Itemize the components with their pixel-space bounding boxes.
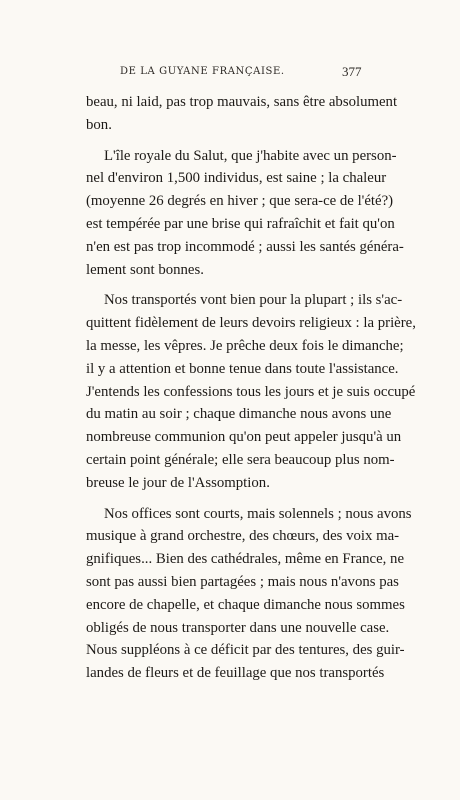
text-line: nel d'environ 1,500 individus, est saine ; la chaleur: [86, 170, 387, 187]
text-line: est tempérée par une brise qui rafraîchit et fait qu'on: [86, 215, 395, 232]
text-line: (moyenne 26 degrés en hiver ; que sera-ce de l'été?): [86, 193, 394, 210]
text-line: beau, ni laid, pas trop mauvais, sans être absolument: [86, 94, 398, 110]
text-line: encore de chapelle, et chaque dimanche nous sommes: [86, 596, 405, 613]
text-line: du matin au soir ; chaque dimanche nous avons une: [86, 406, 392, 423]
text-line: breuse le jour de l'Assomption.: [86, 474, 270, 491]
text-line: musique à grand orchestre, des chœurs, des voix ma-: [86, 528, 400, 545]
text-line: obligés de nous transporter dans une nouvelle case.: [86, 619, 390, 636]
page-number: 377: [342, 64, 362, 79]
running-title: DE LA GUYANE FRANÇAISE.: [120, 66, 285, 77]
text-line: Nos transportés vont bien pour la plupart ; ils s'ac-: [104, 292, 403, 309]
text-line: lement sont bonnes.: [86, 261, 204, 278]
text-line: landes de fleurs et de feuillage que nos transportés: [86, 665, 385, 682]
paragraph: [86, 503, 412, 685]
text-line: n'en est pas trop incommodé ; aussi les santés généra-: [86, 238, 404, 255]
text-line: il y a attention et bonne tenue dans toute l'assistance.: [86, 360, 399, 377]
text-line: J'entends les confessions tous les jours et je suis occupé: [86, 383, 416, 400]
text-line: nombreuse communion qu'on peut appeler jusqu'à un: [86, 429, 402, 446]
text-line: la messe, les vêpres. Je prêche deux fois le dimanche;: [86, 337, 404, 354]
paragraph: [86, 145, 404, 282]
text-line: Nos offices sont courts, mais solennels ; nous avons: [104, 505, 412, 522]
text-line: quittent fidèlement de leurs devoirs religieux : la prière,: [86, 315, 416, 332]
text-line: certain point générale; elle sera beaucoup plus nom-: [86, 451, 395, 468]
text-line: bon.: [86, 116, 112, 133]
text-line: gnifiques... Bien des cathédrales, même en France, ne: [86, 551, 405, 568]
text-line: sont pas aussi bien partagées ; mais nous n'avons pas: [86, 573, 399, 590]
paragraph: [86, 289, 416, 494]
paragraph: [86, 91, 398, 137]
text-line: Nous suppléons à ce déficit par des tentures, des guir-: [86, 642, 405, 659]
text-line: L'île royale du Salut, que j'habite avec un person-: [104, 147, 397, 164]
body-text: [86, 91, 416, 685]
